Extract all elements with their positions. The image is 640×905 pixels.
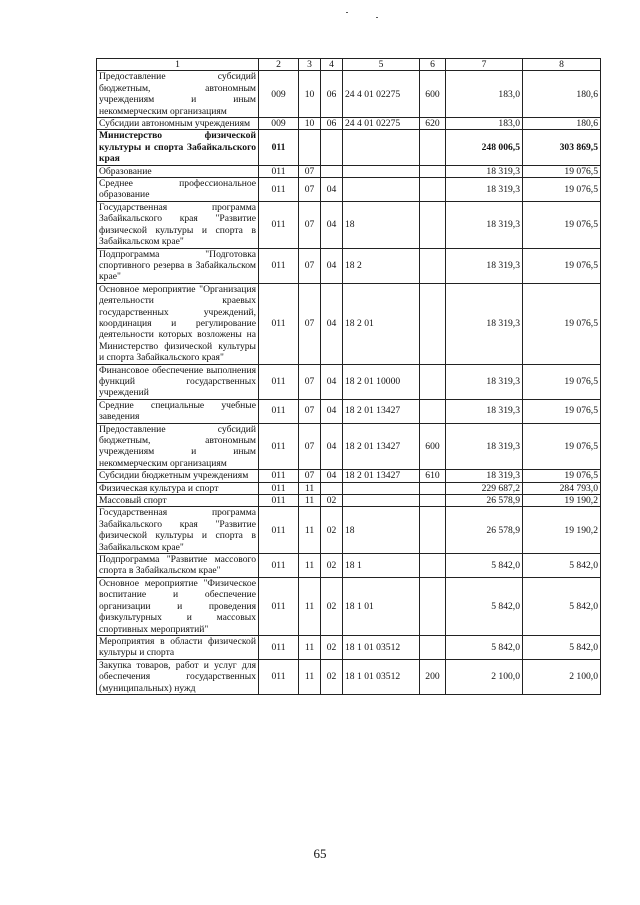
amount-year2-cell: 2 100,0 xyxy=(523,659,601,694)
table-row xyxy=(97,423,601,470)
row-name-cell: Среднее профессиональное образование xyxy=(97,178,259,202)
amount-year2-cell: 19 190,2 xyxy=(523,495,601,507)
section-code-cell: 11 xyxy=(299,495,321,507)
table-row xyxy=(97,165,601,177)
target-article-cell: 18 1 01 xyxy=(343,577,420,635)
target-article-cell: 18 1 xyxy=(343,554,420,578)
table-row xyxy=(97,130,601,165)
table-row xyxy=(97,118,601,130)
amount-year2-cell: 19 076,5 xyxy=(523,248,601,283)
row-name-cell: Субсидии бюджетным учреждениям xyxy=(97,470,259,482)
row-name-cell: Подпрограмма "Подготовка спортивного резерва в Забайкальском крае" xyxy=(97,248,259,283)
amount-year2-cell: 19 076,5 xyxy=(523,470,601,482)
table-row xyxy=(97,71,601,118)
header-cell: 6 xyxy=(420,59,446,71)
section-code-cell: 07 xyxy=(299,364,321,399)
subsection-code-cell: 04 xyxy=(321,423,343,470)
target-article-cell: 18 xyxy=(343,507,420,554)
subsection-code-cell: 04 xyxy=(321,283,343,364)
row-name-cell: Мероприятия в области физической культуры и спорта xyxy=(97,635,259,659)
subsection-code-cell xyxy=(321,165,343,177)
subsection-code-cell: 02 xyxy=(321,635,343,659)
target-article-cell: 18 2 01 13427 xyxy=(343,423,420,470)
expense-type-cell xyxy=(420,635,446,659)
amount-year1-cell: 183,0 xyxy=(446,71,523,118)
amount-year1-cell: 2 100,0 xyxy=(446,659,523,694)
row-name-cell: Основное мероприятие "Организация деятельности краевых государственных учреждений, координация и регулирование деятельности которых возложены на Министерство физической культуры и спорта Забайкальского края" xyxy=(97,283,259,364)
table-row xyxy=(97,495,601,507)
expense-type-cell xyxy=(420,399,446,423)
section-code-cell: 11 xyxy=(299,554,321,578)
amount-year1-cell: 18 319,3 xyxy=(446,470,523,482)
expense-type-cell xyxy=(420,201,446,248)
expense-type-cell: 620 xyxy=(420,118,446,130)
header-cell: 1 xyxy=(97,59,259,71)
header-cell: 3 xyxy=(299,59,321,71)
amount-year1-cell: 18 319,3 xyxy=(446,178,523,202)
section-code-cell: 07 xyxy=(299,248,321,283)
amount-year1-cell: 229 687,2 xyxy=(446,482,523,494)
table-row xyxy=(97,659,601,694)
expense-type-cell xyxy=(420,507,446,554)
ministry-code-cell: 011 xyxy=(259,178,299,202)
amount-year2-cell: 19 076,5 xyxy=(523,201,601,248)
amount-year2-cell: 19 076,5 xyxy=(523,165,601,177)
amount-year2-cell: 19 076,5 xyxy=(523,423,601,470)
header-cell: 8 xyxy=(523,59,601,71)
ministry-code-cell: 011 xyxy=(259,364,299,399)
expense-type-cell xyxy=(420,178,446,202)
subsection-code-cell: 04 xyxy=(321,248,343,283)
row-name-cell: Предоставление субсидий бюджетным, автономным учреждениям и иным некоммерческим организациям xyxy=(97,71,259,118)
amount-year2-cell: 5 842,0 xyxy=(523,577,601,635)
section-code-cell: 11 xyxy=(299,659,321,694)
target-article-cell: 18 2 xyxy=(343,248,420,283)
amount-year2-cell: 19 076,5 xyxy=(523,178,601,202)
section-code-cell: 07 xyxy=(299,165,321,177)
expense-type-cell xyxy=(420,577,446,635)
table-row xyxy=(97,201,601,248)
amount-year1-cell: 18 319,3 xyxy=(446,283,523,364)
amount-year2-cell: 19 190,2 xyxy=(523,507,601,554)
row-name-cell: Финансовое обеспечение выполнения функций государственных учреждений xyxy=(97,364,259,399)
row-name-cell: Субсидии автономным учреждениям xyxy=(97,118,259,130)
row-name-cell: Государственная программа Забайкальского края "Развитие физической культуры и спорта в Забайкальском крае" xyxy=(97,201,259,248)
section-code-cell: 10 xyxy=(299,71,321,118)
table-row xyxy=(97,399,601,423)
target-article-cell: 18 2 01 10000 xyxy=(343,364,420,399)
section-code-cell: 11 xyxy=(299,635,321,659)
row-name-cell: Министерство физической культуры и спорта Забайкальского края xyxy=(97,130,259,165)
subsection-code-cell: 02 xyxy=(321,577,343,635)
row-name-cell: Образование xyxy=(97,165,259,177)
subsection-code-cell xyxy=(321,482,343,494)
table-row xyxy=(97,482,601,494)
table-row xyxy=(97,248,601,283)
expense-type-cell: 610 xyxy=(420,470,446,482)
scan-speck xyxy=(376,17,378,18)
ministry-code-cell: 011 xyxy=(259,507,299,554)
table-row xyxy=(97,554,601,578)
section-code-cell: 11 xyxy=(299,507,321,554)
ministry-code-cell: 009 xyxy=(259,71,299,118)
target-article-cell xyxy=(343,482,420,494)
target-article-cell: 18 1 01 03512 xyxy=(343,635,420,659)
budget-table xyxy=(96,58,601,695)
amount-year1-cell: 18 319,3 xyxy=(446,364,523,399)
section-code-cell: 07 xyxy=(299,423,321,470)
expense-type-cell: 600 xyxy=(420,423,446,470)
section-code-cell: 07 xyxy=(299,201,321,248)
expense-type-cell xyxy=(420,165,446,177)
target-article-cell: 18 2 01 13427 xyxy=(343,470,420,482)
section-code-cell: 07 xyxy=(299,399,321,423)
amount-year2-cell: 19 076,5 xyxy=(523,364,601,399)
page-number: 65 xyxy=(313,846,327,861)
table-row xyxy=(97,364,601,399)
row-name-cell: Основное мероприятие "Физическое воспитание и обеспечение организации и проведения физкультурных и массовых спортивных мероприятий" xyxy=(97,577,259,635)
ministry-code-cell: 011 xyxy=(259,130,299,165)
amount-year1-cell: 26 578,9 xyxy=(446,507,523,554)
section-code-cell: 07 xyxy=(299,178,321,202)
row-name-cell: Подпрограмма "Развитие массового спорта в Забайкальском крае" xyxy=(97,554,259,578)
ministry-code-cell: 011 xyxy=(259,399,299,423)
ministry-code-cell: 011 xyxy=(259,635,299,659)
section-code-cell: 10 xyxy=(299,118,321,130)
amount-year1-cell: 18 319,3 xyxy=(446,165,523,177)
amount-year1-cell: 5 842,0 xyxy=(446,635,523,659)
target-article-cell xyxy=(343,130,420,165)
expense-type-cell xyxy=(420,554,446,578)
expense-type-cell xyxy=(420,248,446,283)
amount-year1-cell: 5 842,0 xyxy=(446,577,523,635)
table-row xyxy=(97,577,601,635)
subsection-code-cell: 04 xyxy=(321,364,343,399)
table-header-row xyxy=(97,59,601,71)
table-body xyxy=(97,71,601,695)
amount-year1-cell: 26 578,9 xyxy=(446,495,523,507)
header-cell: 7 xyxy=(446,59,523,71)
subsection-code-cell: 06 xyxy=(321,118,343,130)
amount-year2-cell: 5 842,0 xyxy=(523,554,601,578)
expense-type-cell: 600 xyxy=(420,71,446,118)
ministry-code-cell: 009 xyxy=(259,118,299,130)
amount-year1-cell: 18 319,3 xyxy=(446,399,523,423)
ministry-code-cell: 011 xyxy=(259,470,299,482)
target-article-cell: 24 4 01 02275 xyxy=(343,71,420,118)
row-name-cell: Государственная программа Забайкальского края "Развитие физической культуры и спорта в Забайкальском крае" xyxy=(97,507,259,554)
target-article-cell: 24 4 01 02275 xyxy=(343,118,420,130)
table-row xyxy=(97,635,601,659)
amount-year2-cell: 284 793,0 xyxy=(523,482,601,494)
subsection-code-cell: 04 xyxy=(321,178,343,202)
header-cell: 2 xyxy=(259,59,299,71)
target-article-cell: 18 xyxy=(343,201,420,248)
table-row xyxy=(97,178,601,202)
table-row xyxy=(97,283,601,364)
subsection-code-cell: 04 xyxy=(321,470,343,482)
amount-year2-cell: 303 869,5 xyxy=(523,130,601,165)
subsection-code-cell: 02 xyxy=(321,554,343,578)
scan-speck xyxy=(346,12,348,13)
amount-year1-cell: 18 319,3 xyxy=(446,248,523,283)
section-code-cell: 07 xyxy=(299,470,321,482)
subsection-code-cell: 06 xyxy=(321,71,343,118)
amount-year1-cell: 183,0 xyxy=(446,118,523,130)
amount-year2-cell: 180,6 xyxy=(523,71,601,118)
table-row xyxy=(97,470,601,482)
amount-year1-cell: 18 319,3 xyxy=(446,201,523,248)
row-name-cell: Средние специальные учебные заведения xyxy=(97,399,259,423)
subsection-code-cell: 02 xyxy=(321,659,343,694)
target-article-cell xyxy=(343,165,420,177)
ministry-code-cell: 011 xyxy=(259,482,299,494)
subsection-code-cell: 04 xyxy=(321,201,343,248)
section-code-cell xyxy=(299,130,321,165)
subsection-code-cell: 04 xyxy=(321,399,343,423)
ministry-code-cell: 011 xyxy=(259,248,299,283)
ministry-code-cell: 011 xyxy=(259,577,299,635)
row-name-cell: Закупка товаров, работ и услуг для обеспечения государственных (муниципальных) нужд xyxy=(97,659,259,694)
target-article-cell xyxy=(343,178,420,202)
expense-type-cell xyxy=(420,130,446,165)
target-article-cell: 18 2 01 xyxy=(343,283,420,364)
row-name-cell: Предоставление субсидий бюджетным, автономным учреждениям и иным некоммерческим организациям xyxy=(97,423,259,470)
expense-type-cell xyxy=(420,364,446,399)
ministry-code-cell: 011 xyxy=(259,201,299,248)
subsection-code-cell: 02 xyxy=(321,507,343,554)
section-code-cell: 11 xyxy=(299,482,321,494)
ministry-code-cell: 011 xyxy=(259,495,299,507)
target-article-cell xyxy=(343,495,420,507)
header-cell: 5 xyxy=(343,59,420,71)
ministry-code-cell: 011 xyxy=(259,554,299,578)
target-article-cell: 18 1 01 03512 xyxy=(343,659,420,694)
amount-year2-cell: 19 076,5 xyxy=(523,399,601,423)
expense-type-cell xyxy=(420,283,446,364)
section-code-cell: 11 xyxy=(299,577,321,635)
subsection-code-cell xyxy=(321,130,343,165)
amount-year2-cell: 19 076,5 xyxy=(523,283,601,364)
amount-year1-cell: 5 842,0 xyxy=(446,554,523,578)
section-code-cell: 07 xyxy=(299,283,321,364)
expense-type-cell xyxy=(420,482,446,494)
header-cell: 4 xyxy=(321,59,343,71)
row-name-cell: Массовый спорт xyxy=(97,495,259,507)
ministry-code-cell: 011 xyxy=(259,283,299,364)
ministry-code-cell: 011 xyxy=(259,659,299,694)
ministry-code-cell: 011 xyxy=(259,423,299,470)
amount-year1-cell: 18 319,3 xyxy=(446,423,523,470)
amount-year2-cell: 5 842,0 xyxy=(523,635,601,659)
amount-year2-cell: 180,6 xyxy=(523,118,601,130)
target-article-cell: 18 2 01 13427 xyxy=(343,399,420,423)
table-row xyxy=(97,507,601,554)
expense-type-cell xyxy=(420,495,446,507)
subsection-code-cell: 02 xyxy=(321,495,343,507)
expense-type-cell: 200 xyxy=(420,659,446,694)
row-name-cell: Физическая культура и спорт xyxy=(97,482,259,494)
amount-year1-cell: 248 006,5 xyxy=(446,130,523,165)
ministry-code-cell: 011 xyxy=(259,165,299,177)
